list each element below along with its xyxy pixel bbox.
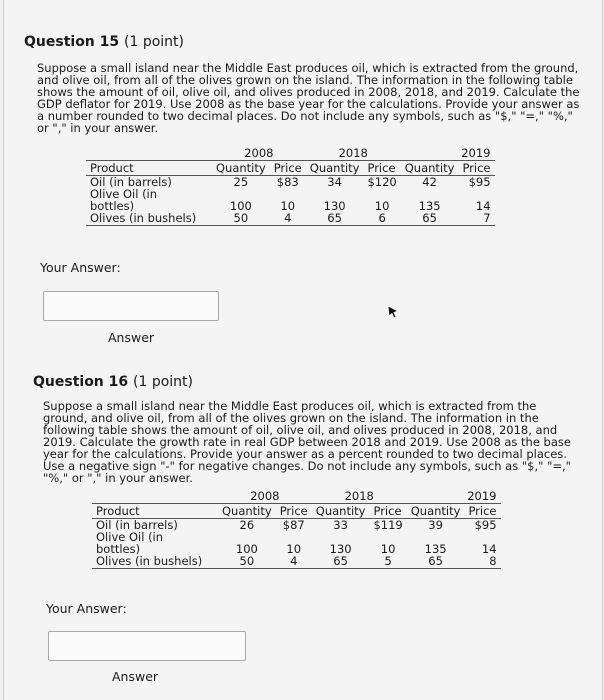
- table-cell: 10: [280, 199, 296, 213]
- table-cell: 130: [329, 542, 352, 556]
- table-cell: 65: [407, 555, 465, 569]
- question-points: (1 point): [133, 374, 194, 390]
- table-cell: $95: [474, 518, 497, 532]
- table-cell: 4: [276, 555, 312, 569]
- table-cell: Oil (in barrels): [90, 175, 172, 189]
- table-cell: $120: [367, 175, 397, 189]
- question-15-table: [86, 147, 495, 226]
- table-row: [86, 212, 495, 226]
- table-cell: 65: [306, 212, 364, 226]
- year-header: 2018: [312, 490, 407, 504]
- question-16-prompt: Suppose a small island near the Middle East produces oil, which is extracted from the ground, and olive oil, from all of the olives grown on the island. The information in the following table shows the amount of oil, olive oil, and olives produced in 2008, 2018, and 2019. Calculate the growth rate in real GDP between 2018 and 2019. Use 2008 as the base year for the calculations. Provide your answer as a percent rounded to two decimal places. Use a negative sign "-" for negative changes. Do not include any symbols, such as "$," "=," "%," or "," in your answer.: [43, 399, 571, 485]
- table-cell: $119: [373, 518, 403, 532]
- column-header: Price: [270, 161, 306, 176]
- table-cell: 34: [327, 175, 342, 189]
- column-header: Price: [464, 504, 500, 519]
- table-cell: 7: [458, 212, 494, 226]
- year-header: 2019: [407, 490, 501, 504]
- column-header: Price: [363, 161, 400, 176]
- table-cell: Olives (in bushels): [86, 212, 212, 226]
- table-cell: 10: [286, 542, 302, 556]
- question-title-text: Question 16: [33, 374, 129, 390]
- your-answer-label: Your Answer:: [46, 601, 127, 616]
- table-row: [92, 555, 501, 569]
- column-header: Quantity: [312, 504, 370, 519]
- table-cell: 33: [333, 518, 348, 532]
- table-cell: Oil (in barrels): [96, 518, 178, 532]
- column-header: Product: [86, 161, 212, 176]
- column-header: Quantity: [218, 504, 276, 519]
- table-cell: 135: [418, 199, 441, 213]
- question-title-text: Question 15: [24, 34, 120, 50]
- answer-caption: Answer: [108, 330, 155, 345]
- table-cell: Olives (in bushels): [92, 555, 218, 569]
- table-cell: 10: [374, 199, 390, 213]
- column-header: Product: [92, 504, 218, 519]
- question-15-title: [24, 34, 184, 50]
- table-cell: $95: [468, 175, 491, 189]
- question-15-prompt: Suppose a small island near the Middle East produces oil, which is extracted from the ground, and olive oil, from all of the olives grown on the island. The information in the following table shows the amount of oil, olive oil, and olives produced in 2008, 2018, and 2019. Calculate the GDP deflator for 2019. Use 2008 as the base year for the calculations. Provide your answer as a number rounded to two decimal places. Do not include any symbols, such as "$," "=," "%," or "," in your answer.: [37, 61, 580, 135]
- table-cell: 135: [424, 542, 447, 556]
- answer-caption: Answer: [112, 669, 159, 684]
- table-cell: 14: [481, 542, 497, 556]
- column-header: Price: [369, 504, 406, 519]
- answer-input[interactable]: [43, 291, 219, 321]
- year-header: 2019: [401, 147, 495, 161]
- table-cell: 100: [235, 542, 258, 556]
- column-header: Price: [458, 161, 494, 176]
- table-cell: 14: [475, 199, 491, 213]
- table-cell: 6: [363, 212, 400, 226]
- table-cell: bottles): [90, 199, 135, 213]
- table-cell: $87: [282, 518, 305, 532]
- table-cell: Olive Oil (in: [96, 530, 164, 544]
- year-header: 2008: [212, 147, 306, 161]
- table-cell: 39: [428, 518, 443, 532]
- table-year-row: [86, 147, 495, 161]
- table-cell: 26: [239, 518, 255, 532]
- table-cell: 65: [312, 555, 370, 569]
- column-header: Price: [276, 504, 312, 519]
- question-16-title: [33, 374, 193, 390]
- table-cell: 25: [233, 175, 249, 189]
- table-cell: 65: [401, 212, 459, 226]
- question-points: (1 point): [124, 34, 185, 50]
- column-header: Quantity: [401, 161, 459, 176]
- table-cell: 4: [270, 212, 306, 226]
- year-header: 2008: [218, 490, 312, 504]
- table-cell: 100: [229, 199, 252, 213]
- table-year-row: [92, 490, 501, 504]
- table-cell: 50: [218, 555, 276, 569]
- column-header: Quantity: [212, 161, 270, 176]
- answer-input[interactable]: [48, 631, 246, 661]
- table-cell: 42: [422, 175, 437, 189]
- table-header-row: [92, 504, 501, 519]
- column-header: Quantity: [407, 504, 465, 519]
- mouse-pointer-icon: [386, 305, 400, 321]
- table-cell: 50: [212, 212, 270, 226]
- question-16-table: [92, 490, 501, 569]
- table-cell: Olive Oil (in: [90, 187, 158, 201]
- your-answer-label: Your Answer:: [40, 260, 121, 275]
- year-header: 2018: [306, 147, 401, 161]
- table-cell: bottles): [96, 542, 141, 556]
- table-cell: $83: [276, 175, 299, 189]
- column-header: Quantity: [306, 161, 364, 176]
- table-header-row: [86, 161, 495, 176]
- table-cell: 8: [464, 555, 500, 569]
- table-cell: 130: [323, 199, 346, 213]
- table-cell: 5: [369, 555, 406, 569]
- table-cell: 10: [380, 542, 396, 556]
